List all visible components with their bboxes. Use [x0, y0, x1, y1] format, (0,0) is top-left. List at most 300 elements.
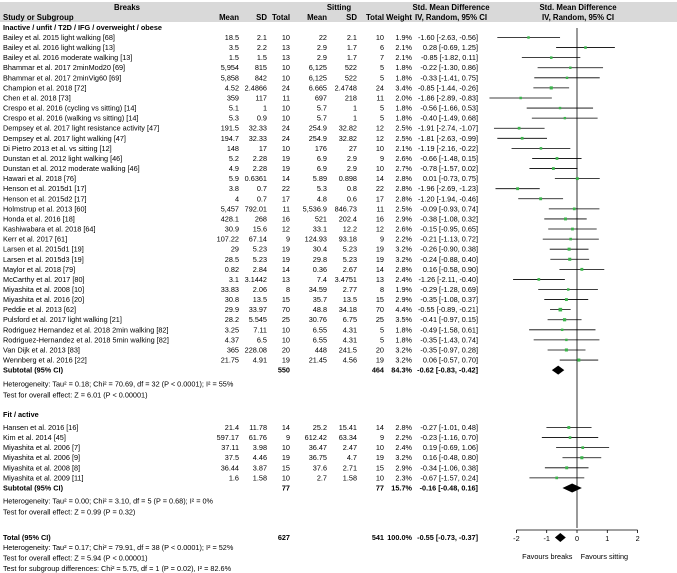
effect-marker [565, 466, 568, 469]
summary-breaks-total: 550 [277, 365, 290, 375]
study-name: Honda et al. 2016 [18] [3, 214, 75, 224]
study-name: Henson et al. 2015d2 [17] [3, 194, 87, 204]
study-effect-ci: -0.29 [-1.28, 0.69] [420, 285, 478, 294]
study-effect-ci: -1.96 [-2.69, -1.23] [417, 184, 478, 194]
effect-marker [568, 258, 571, 261]
header-method-left: IV, Random, 95% CI [414, 13, 488, 22]
breaks-sd: 32.33 [248, 133, 267, 143]
study-name: Henson et al. 2015d1 [17] [3, 184, 87, 194]
breaks-mean: 4.37 [224, 335, 239, 345]
study-name: Crespo et al. 2016 (cycling vs sitting) [14] [3, 103, 137, 113]
sitting-total: 16 [375, 214, 384, 224]
breaks-total: 14 [281, 174, 290, 184]
sitting-total: 20 [375, 345, 384, 355]
study-effect-ci: 0.19 [-0.69, 1.06] [422, 443, 478, 453]
breaks-mean: 365 [226, 345, 239, 355]
study-effect-ci: -0.55 [-0.89, -0.21] [417, 305, 478, 315]
breaks-mean: 5,954 [220, 63, 239, 73]
breaks-total: 19 [281, 164, 290, 174]
study-name: Miyashita et al. 2016 [20] [3, 295, 85, 305]
study-name: McCarthy et al. 2017 [80] [3, 274, 85, 284]
summary-sitting-total: 541 [371, 533, 384, 542]
breaks-mean: 29 [230, 244, 239, 254]
effect-marker [537, 278, 540, 281]
study-name: Bailey et al. 2016 light walking [13] [3, 43, 115, 53]
subgroup-heading: Inactive / unfit / T2D / IFG / overweight / obese [3, 23, 162, 32]
subtotal-label: Subtotal (95% CI) [3, 365, 63, 375]
sitting-mean: 4.8 [316, 194, 327, 204]
sitting-sd: 32.82 [338, 133, 357, 143]
breaks-sd: 228.08 [244, 345, 267, 355]
sitting-mean: 6.55 [312, 335, 327, 345]
effect-marker [569, 238, 572, 241]
effect-marker [565, 298, 568, 301]
subtotal-label: Subtotal (95% CI) [3, 483, 63, 493]
breaks-total: 20 [281, 345, 290, 355]
study-effect-ci: -1.60 [-2.63, -0.56] [417, 33, 478, 42]
effect-marker [569, 67, 571, 69]
breaks-sd: 6.5 [256, 335, 267, 345]
study-name: Di Pietro 2013 et al. vs sitting [12] [3, 143, 112, 153]
header-sd-breaks: SD [256, 13, 267, 22]
study-name: Rodriguez-Hernandez et al. 2018 5min walking [82] [3, 335, 169, 345]
sitting-sd: 93.18 [338, 234, 357, 244]
study-effect-ci: -0.35 [-1.08, 0.37] [420, 295, 478, 305]
study-name: Holmstrup et al. 2013 [60] [3, 204, 87, 214]
effect-marker [567, 426, 570, 429]
sitting-sd: 4.31 [342, 335, 357, 345]
x-tick-label: -1 [543, 534, 550, 543]
study-weight: 3.2% [395, 355, 412, 365]
sitting-sd: 2.1 [346, 33, 357, 42]
study-effect-ci: -0.40 [-1.49, 0.68] [420, 113, 478, 123]
study-effect-ci: -0.26 [-0.90, 0.38] [420, 244, 478, 254]
sitting-total: 19 [375, 453, 384, 463]
breaks-mean: 37.11 [221, 443, 239, 453]
summary-weight: 15.7% [391, 483, 412, 493]
study-name: Pulsford et al. 2017 light walking [21] [3, 315, 122, 325]
breaks-mean: 191.5 [220, 123, 239, 133]
sitting-sd: 202.4 [338, 214, 357, 224]
breaks-mean: 194.7 [220, 133, 239, 143]
sitting-sd: 5.23 [342, 244, 357, 254]
sitting-total: 17 [375, 194, 384, 204]
sitting-sd: 32.82 [338, 123, 357, 133]
breaks-mean: 5,457 [220, 204, 239, 214]
sitting-sd: 846.73 [334, 204, 357, 214]
sitting-total: 14 [375, 174, 384, 184]
effect-marker [559, 308, 563, 312]
study-name: Dunstan et al. 2012 moderate walking [46] [3, 164, 140, 174]
sitting-mean: 5.7 [316, 103, 327, 113]
x-tick-label: 2 [635, 534, 640, 543]
breaks-sd: 0.9 [256, 113, 267, 123]
header-effect-title-left: Std. Mean Difference [412, 3, 490, 12]
study-weight: 1.8% [395, 103, 412, 113]
summary-effect-ci: -0.62 [-0.83, -0.42] [417, 365, 478, 375]
sitting-sd: 241.5 [338, 345, 357, 355]
sitting-total: 9 [379, 234, 384, 244]
study-weight: 1.9% [395, 33, 412, 42]
sitting-total: 5 [379, 73, 384, 83]
study-name: Bhammar et al. 2017 2minVig60 [69] [3, 73, 122, 83]
sitting-sd: 522 [344, 73, 357, 83]
study-weight: 2.2% [395, 234, 412, 244]
breaks-sd: 0.6361 [244, 174, 267, 184]
study-weight: 2.8% [395, 264, 412, 274]
sitting-mean: 6.9 [316, 164, 327, 174]
overall-effect-text: Test for overall effect: Z = 0.99 (P = 0.32) [3, 507, 136, 517]
sitting-total: 19 [375, 254, 384, 264]
breaks-total: 10 [281, 113, 290, 123]
study-weight: 2.8% [395, 423, 412, 432]
subtotal-diamond [562, 483, 581, 492]
breaks-sd: 4.46 [252, 453, 267, 463]
breaks-sd: 3.1442 [244, 274, 267, 284]
study-name: Miyashita et al. 2008 [10] [3, 285, 85, 294]
breaks-total: 10 [281, 325, 290, 335]
summary-weight: 100.0% [387, 533, 412, 542]
study-effect-ci: 0.06 [-0.57, 0.70] [422, 355, 478, 365]
effect-marker [567, 288, 569, 290]
sitting-sd: 13.5 [342, 295, 357, 305]
study-effect-ci: -0.15 [-0.95, 0.65] [420, 224, 478, 234]
effect-marker [559, 107, 561, 109]
study-name: Maylor et al. 2018 [79] [3, 264, 76, 274]
study-effect-ci: -0.24 [-0.88, 0.40] [420, 254, 478, 264]
effect-marker [521, 137, 524, 140]
effect-marker [519, 97, 522, 100]
breaks-mean: 4 [234, 194, 239, 204]
breaks-mean: 28.5 [224, 254, 239, 264]
study-effect-ci: -0.35 [-1.43, 0.74] [420, 335, 478, 345]
sitting-mean: 254.9 [308, 123, 327, 133]
summary-effect-ci: -0.55 [-0.73, -0.37] [417, 533, 478, 542]
breaks-total: 13 [281, 53, 290, 63]
sitting-sd: 12.2 [342, 224, 357, 234]
effect-marker [566, 77, 568, 79]
study-name: Dempsey et al. 2017 light resistance activity [47] [3, 123, 160, 133]
sitting-mean: 48.8 [312, 305, 327, 315]
effect-marker [577, 359, 580, 362]
summary-breaks-total: 627 [277, 533, 290, 542]
sitting-mean: 254.9 [308, 133, 327, 143]
breaks-total: 19 [281, 355, 290, 365]
study-name: Miyashita et al. 2006 [7] [3, 443, 81, 453]
sitting-sd: 2.77 [342, 285, 357, 294]
effect-marker [573, 207, 576, 210]
sitting-sd: 1.7 [346, 43, 357, 53]
sitting-sd: 2.4748 [334, 83, 357, 93]
header-study: Study or Subgroup [3, 13, 74, 22]
breaks-mean: 4.9 [228, 164, 239, 174]
sitting-mean: 36.75 [308, 453, 327, 463]
study-weight: 2.3% [395, 473, 412, 483]
sitting-sd: 3.4751 [334, 274, 357, 284]
effect-marker [516, 187, 519, 190]
header-total-breaks: Total [271, 13, 290, 22]
effect-marker [571, 228, 574, 231]
summary-effect-ci: -0.16 [-0.48, 0.16] [419, 483, 478, 493]
sitting-total: 5 [379, 335, 384, 345]
breaks-sd: 33.97 [248, 305, 267, 315]
study-effect-ci: -0.85 [-1.44, -0.26] [417, 83, 478, 93]
sitting-mean: 612.42 [304, 433, 327, 443]
heterogeneity-text: Heterogeneity: Tau² = 0.18; Chi² = 70.69, df = 32 (P < 0.0001); I² = 55% [3, 379, 234, 389]
breaks-total: 19 [281, 254, 290, 264]
breaks-total: 10 [281, 33, 290, 42]
effect-marker [550, 86, 553, 89]
sitting-mean: 5.89 [312, 174, 327, 184]
sitting-total: 12 [375, 133, 384, 143]
study-weight: 3.2% [395, 345, 412, 355]
sitting-mean: 25.2 [312, 423, 327, 432]
sitting-mean: 448 [314, 345, 327, 355]
study-effect-ci: -0.56 [-1.66, 0.53] [420, 103, 478, 113]
study-effect-ci: -0.49 [-1.58, 0.61] [420, 325, 478, 335]
sitting-mean: 35.7 [312, 295, 327, 305]
sitting-sd: 4.56 [342, 355, 357, 365]
study-weight: 2.9% [395, 295, 412, 305]
breaks-sd: 5.545 [248, 315, 267, 325]
breaks-mean: 36.44 [220, 463, 239, 473]
summary-sitting-total: 464 [371, 365, 384, 375]
study-effect-ci: -0.21 [-1.13, 0.72] [420, 234, 478, 244]
breaks-total: 16 [281, 214, 290, 224]
effect-marker [568, 248, 571, 251]
sitting-sd: 1.7 [346, 53, 357, 63]
effect-marker [569, 436, 572, 439]
study-weight: 2.4% [395, 443, 412, 453]
breaks-mean: 29.9 [224, 305, 239, 315]
study-effect-ci: -0.22 [-1.30, 0.86] [420, 63, 478, 73]
sitting-total: 14 [375, 264, 384, 274]
sitting-sd: 4.7 [346, 453, 357, 463]
study-effect-ci: -0.09 [-0.93, 0.74] [420, 204, 478, 214]
breaks-total: 9 [285, 433, 290, 443]
effect-marker [550, 56, 553, 59]
breaks-mean: 3.8 [228, 184, 239, 194]
study-weight: 3.2% [395, 244, 412, 254]
sitting-sd: 2.71 [342, 463, 357, 473]
breaks-sd: 2.28 [252, 164, 267, 174]
subgroup-heading: Fit / active [3, 410, 39, 419]
study-effect-ci: -0.85 [-1.82, 0.11] [420, 53, 478, 63]
study-weight: 1.8% [395, 73, 412, 83]
breaks-sd: 7.11 [253, 325, 267, 335]
sitting-sd: 34.18 [338, 305, 357, 315]
sitting-sd: 1 [352, 103, 357, 113]
breaks-mean: 5.9 [228, 174, 239, 184]
breaks-total: 11 [282, 93, 290, 103]
study-weight: 3.5% [395, 315, 412, 325]
sitting-mean: 6,125 [308, 63, 327, 73]
breaks-mean: 37.5 [224, 453, 239, 463]
study-weight: 2.5% [395, 133, 412, 143]
sitting-total: 5 [379, 325, 384, 335]
breaks-mean: 5.2 [228, 153, 239, 163]
breaks-sd: 2.84 [252, 264, 267, 274]
breaks-mean: 5.1 [228, 103, 239, 113]
breaks-total: 10 [281, 143, 290, 153]
breaks-total: 19 [281, 244, 290, 254]
sitting-total: 24 [375, 83, 384, 93]
study-name: Crespo et al. 2016 (walking vs sitting) [14] [3, 113, 139, 123]
effect-marker [584, 46, 587, 49]
study-effect-ci: -0.78 [-1.57, 0.02] [420, 164, 478, 174]
effect-marker [527, 36, 529, 38]
breaks-total: 15 [281, 463, 290, 473]
breaks-mean: 428.1 [220, 214, 239, 224]
effect-marker [556, 157, 559, 160]
study-effect-ci: 0.16 [-0.48, 0.80] [422, 453, 478, 463]
sitting-mean: 22 [318, 33, 327, 42]
breaks-total: 13 [281, 274, 290, 284]
sitting-sd: 15.41 [338, 423, 357, 432]
breaks-sd: 2.1 [256, 33, 267, 42]
breaks-total: 25 [281, 315, 290, 325]
sitting-total: 25 [375, 315, 384, 325]
breaks-total: 70 [281, 305, 290, 315]
sitting-sd: 2.9 [346, 164, 357, 174]
breaks-sd: 5.23 [252, 254, 267, 264]
breaks-total: 13 [281, 43, 290, 53]
study-weight: 2.9% [395, 214, 412, 224]
breaks-sd: 268 [254, 214, 267, 224]
breaks-sd: 0.7 [256, 194, 267, 204]
header-effect-title-right: Std. Mean Difference [539, 3, 617, 12]
study-name: Kerr et al. 2017 [61] [3, 234, 68, 244]
breaks-mean: 21.4 [224, 423, 239, 432]
breaks-sd: 2.2 [256, 43, 267, 53]
breaks-total: 19 [281, 153, 290, 163]
breaks-sd: 15.6 [252, 224, 267, 234]
study-name: Hansen et al. 2016 [16] [3, 423, 79, 432]
sitting-total: 19 [375, 355, 384, 365]
breaks-sd: 1 [262, 103, 267, 113]
breaks-total: 10 [281, 473, 290, 483]
breaks-total: 14 [281, 423, 290, 432]
breaks-sd: 2.4866 [244, 83, 267, 93]
sitting-total: 15 [375, 295, 384, 305]
overall-effect-text: Test for overall effect: Z = 6.01 (P < 0.00001) [3, 390, 148, 400]
breaks-sd: 13.5 [252, 295, 267, 305]
sitting-total: 6 [379, 43, 384, 53]
study-effect-ci: -0.34 [-1.06, 0.38] [420, 463, 478, 473]
sitting-total: 12 [375, 123, 384, 133]
sitting-total: 7 [379, 53, 384, 63]
sitting-mean: 176 [314, 143, 327, 153]
footer-stat: Test for subgroup differences: Chi² = 5.75, df = 1 (P = 0.02), I² = 82.6% [3, 564, 232, 573]
study-weight: 2.4% [395, 274, 412, 284]
sitting-total: 19 [375, 244, 384, 254]
effect-marker [576, 177, 579, 180]
summary-sitting-total: 77 [375, 483, 384, 493]
breaks-mean: 21.75 [220, 355, 239, 365]
breaks-sd: 32.33 [248, 123, 267, 133]
header-method-right: IV, Random, 95% CI [541, 13, 615, 22]
breaks-sd: 117 [255, 93, 267, 103]
sitting-mean: 37.6 [312, 463, 327, 473]
study-name: Chen et al. 2018 [73] [3, 93, 71, 103]
header-sd-sitting: SD [346, 13, 357, 22]
study-weight: 2.2% [395, 433, 412, 443]
breaks-total: 10 [281, 335, 290, 345]
sitting-sd: 0.6 [346, 194, 357, 204]
study-name: Miyashita et al. 2009 [11] [3, 473, 84, 483]
sitting-mean: 36.47 [308, 443, 327, 453]
effect-marker [555, 477, 558, 480]
breaks-total: 17 [281, 194, 290, 204]
breaks-mean: 33.83 [220, 285, 239, 294]
study-effect-ci: -0.66 [-1.48, 0.15] [420, 153, 478, 163]
effect-marker [561, 329, 563, 331]
breaks-sd: 4.91 [252, 355, 267, 365]
sitting-sd: 2.47 [342, 443, 357, 453]
study-weight: 2.8% [395, 194, 412, 204]
sitting-sd: 0.898 [338, 174, 357, 184]
breaks-mean: 107.22 [216, 234, 239, 244]
header-mean-breaks: Mean [219, 13, 239, 22]
x-tick-label: 0 [574, 534, 580, 543]
effect-marker [564, 217, 567, 220]
sitting-sd: 522 [344, 63, 357, 73]
sitting-total: 12 [375, 224, 384, 234]
study-name: Van Dijk et al. 2013 [83] [3, 345, 80, 355]
breaks-sd: 842 [254, 73, 267, 83]
sitting-mean: 6.55 [312, 325, 327, 335]
sitting-total: 15 [375, 463, 384, 473]
header-mean-sitting: Mean [307, 13, 327, 22]
study-effect-ci: -1.91 [-2.74, -1.07] [417, 123, 478, 133]
sitting-total: 22 [375, 184, 384, 194]
favours-right-label: Favours sitting [580, 552, 629, 561]
sitting-total: 10 [375, 143, 384, 153]
breaks-sd: 3.98 [252, 443, 267, 453]
study-weight: 1.8% [395, 113, 412, 123]
sitting-mean: 30.4 [312, 244, 327, 254]
breaks-sd: 792.01 [244, 204, 267, 214]
study-weight: 1.9% [395, 285, 412, 294]
study-name: Kashiwabara et al. 2018 [64] [3, 224, 96, 234]
study-weight: 2.1% [395, 143, 412, 153]
study-weight: 1.8% [395, 335, 412, 345]
sitting-sd: 1 [352, 113, 357, 123]
effect-marker [580, 456, 583, 459]
breaks-total: 14 [281, 264, 290, 274]
header-weight: Weight [386, 13, 412, 22]
footer-stat: Heterogeneity: Tau² = 0.17; Chi² = 79.91, df = 38 (P < 0.0001); I² = 52% [3, 543, 234, 552]
breaks-total: 10 [281, 443, 290, 453]
sitting-mean: 2.7 [316, 473, 327, 483]
sitting-total: 70 [375, 305, 384, 315]
sitting-total: 5 [379, 113, 384, 123]
effect-marker [565, 339, 567, 341]
effect-marker [518, 127, 521, 130]
footer-stat: Test for overall effect: Z = 5.94 (P < 0.00001) [3, 553, 148, 563]
breaks-mean: 359 [226, 93, 239, 103]
study-weight: 2.1% [395, 43, 412, 53]
study-effect-ci: -0.38 [-1.08, 0.32] [420, 214, 478, 224]
sitting-total: 8 [379, 285, 384, 294]
study-weight: 3.4% [395, 83, 412, 93]
breaks-mean: 4.52 [224, 83, 239, 93]
sitting-mean: 6,125 [308, 73, 327, 83]
breaks-total: 19 [281, 453, 290, 463]
breaks-total: 24 [281, 133, 290, 143]
sitting-mean: 5.3 [316, 184, 327, 194]
breaks-sd: 2.06 [252, 285, 267, 294]
